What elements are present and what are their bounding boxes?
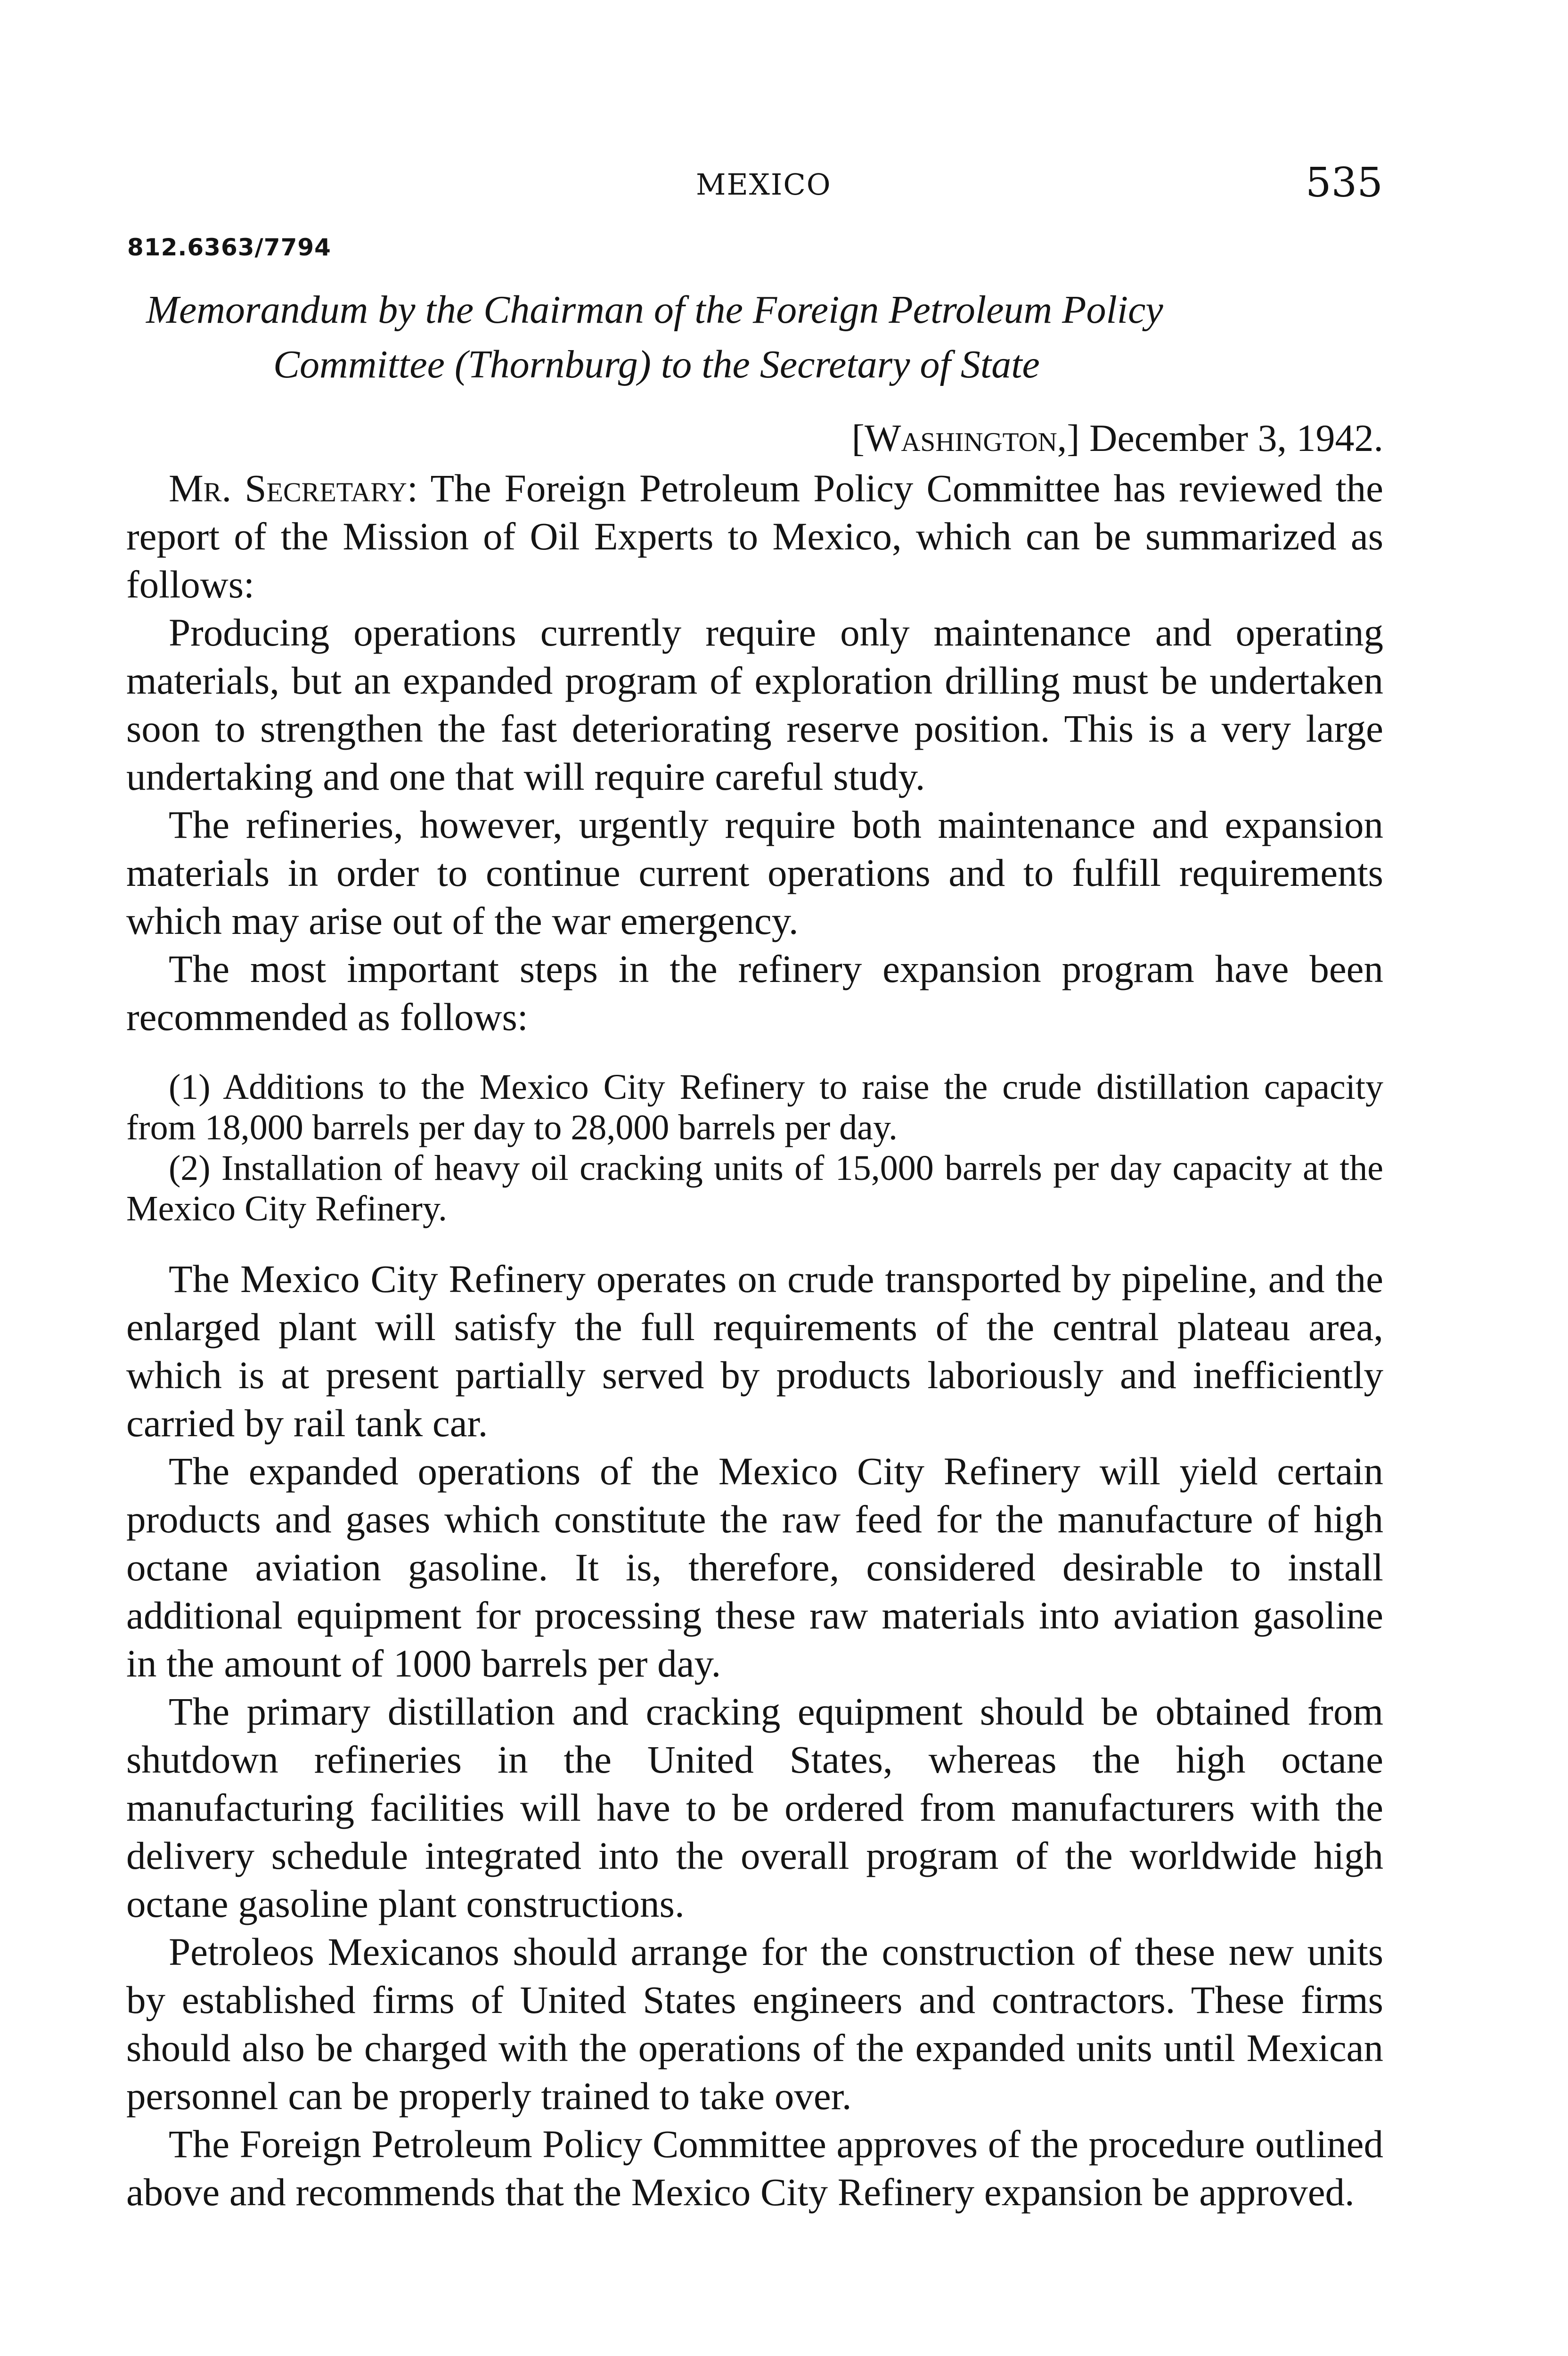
dateline-date: December 3, 1942. xyxy=(1079,417,1383,459)
document-title xyxy=(146,283,1418,392)
title-line-2: Committee (Thornburg) to the Secretary of State xyxy=(273,343,1040,386)
memorandum-body xyxy=(126,464,1383,2216)
list-item: (2) Installation of heavy oil cracking units of 15,000 barrels per day capacity at the Mexico City Refinery. xyxy=(126,1148,1383,1228)
running-head: MEXICO xyxy=(696,167,832,202)
paragraph-3: The refineries, however, urgently require both maintenance and expansion materials in order to continue current operations and to fulfill requirements which may arise out of the war emergency. xyxy=(126,803,1383,942)
file-number: 812.6363/7794 xyxy=(127,234,331,261)
paragraph-1-text: : The Foreign Petroleum Policy Committee has reviewed the report of the Mission of Oil Experts to Mexico, which can be summarized as follows: xyxy=(126,466,1383,606)
recommendation-list xyxy=(126,1067,1383,1229)
dateline-bracket-open: [ xyxy=(851,417,865,459)
paragraph-2: Producing operations currently require only maintenance and operating materials, but an expanded program of exploration drilling must be undertaken soon to strengthen the fast deteriorating reserve position. This is a very large undertaking and one that will require careful study. xyxy=(126,611,1383,798)
dateline-bracket-close: ] xyxy=(1067,417,1080,459)
page-number: 535 xyxy=(1305,159,1383,206)
paragraph-6: The expanded operations of the Mexico City Refinery will yield certain products and gases which constitute the raw feed for the manufacture of high octane aviation gasoline. It is, therefore, considered desirable to install additional equipment for processing these raw materials into aviation gasoline in the amount of 1000 barrels per day. xyxy=(126,1449,1383,1685)
salutation: Mr. Secretary xyxy=(169,466,407,510)
paragraph-5: The Mexico City Refinery operates on crude transported by pipeline, and the enlarged plant will satisfy the full requirements of the central plateau area, which is at present partially served by products laboriously and inefficiently carried by rail tank car. xyxy=(126,1257,1383,1445)
paragraph-7: The primary distillation and cracking equipment should be obtained from shutdown refineries in the United States, whereas the high octane manufacturing facilities will have to be ordered from manufacturers with the delivery schedule integrated into the overall program of the worldwide high octane gasoline plant constructions. xyxy=(126,1690,1383,1925)
title-line-1: Memorandum by the Chairman of the Foreign Petroleum Policy xyxy=(146,288,1163,332)
paragraph-9: The Foreign Petroleum Policy Committee approves of the procedure outlined above and recommends that the Mexico City Refinery expansion be approved. xyxy=(126,2122,1383,2214)
dateline xyxy=(852,415,1383,462)
dateline-place: Washington, xyxy=(864,417,1067,459)
paragraph-8: Petroleos Mexicanos should arrange for the construction of these new units by established firms of United States engineers and contractors. These firms should also be charged with the operations of the expanded units until Mexican personnel can be properly trained to take over. xyxy=(126,1930,1383,2118)
paragraph-1 xyxy=(126,464,1383,608)
list-item: (1) Additions to the Mexico City Refinery to raise the crude distillation capacity from 18,000 barrels per day to 28,000 barrels per day. xyxy=(126,1067,1383,1147)
paragraph-4: The most important steps in the refinery expansion program have been recommended as follows: xyxy=(126,947,1383,1039)
